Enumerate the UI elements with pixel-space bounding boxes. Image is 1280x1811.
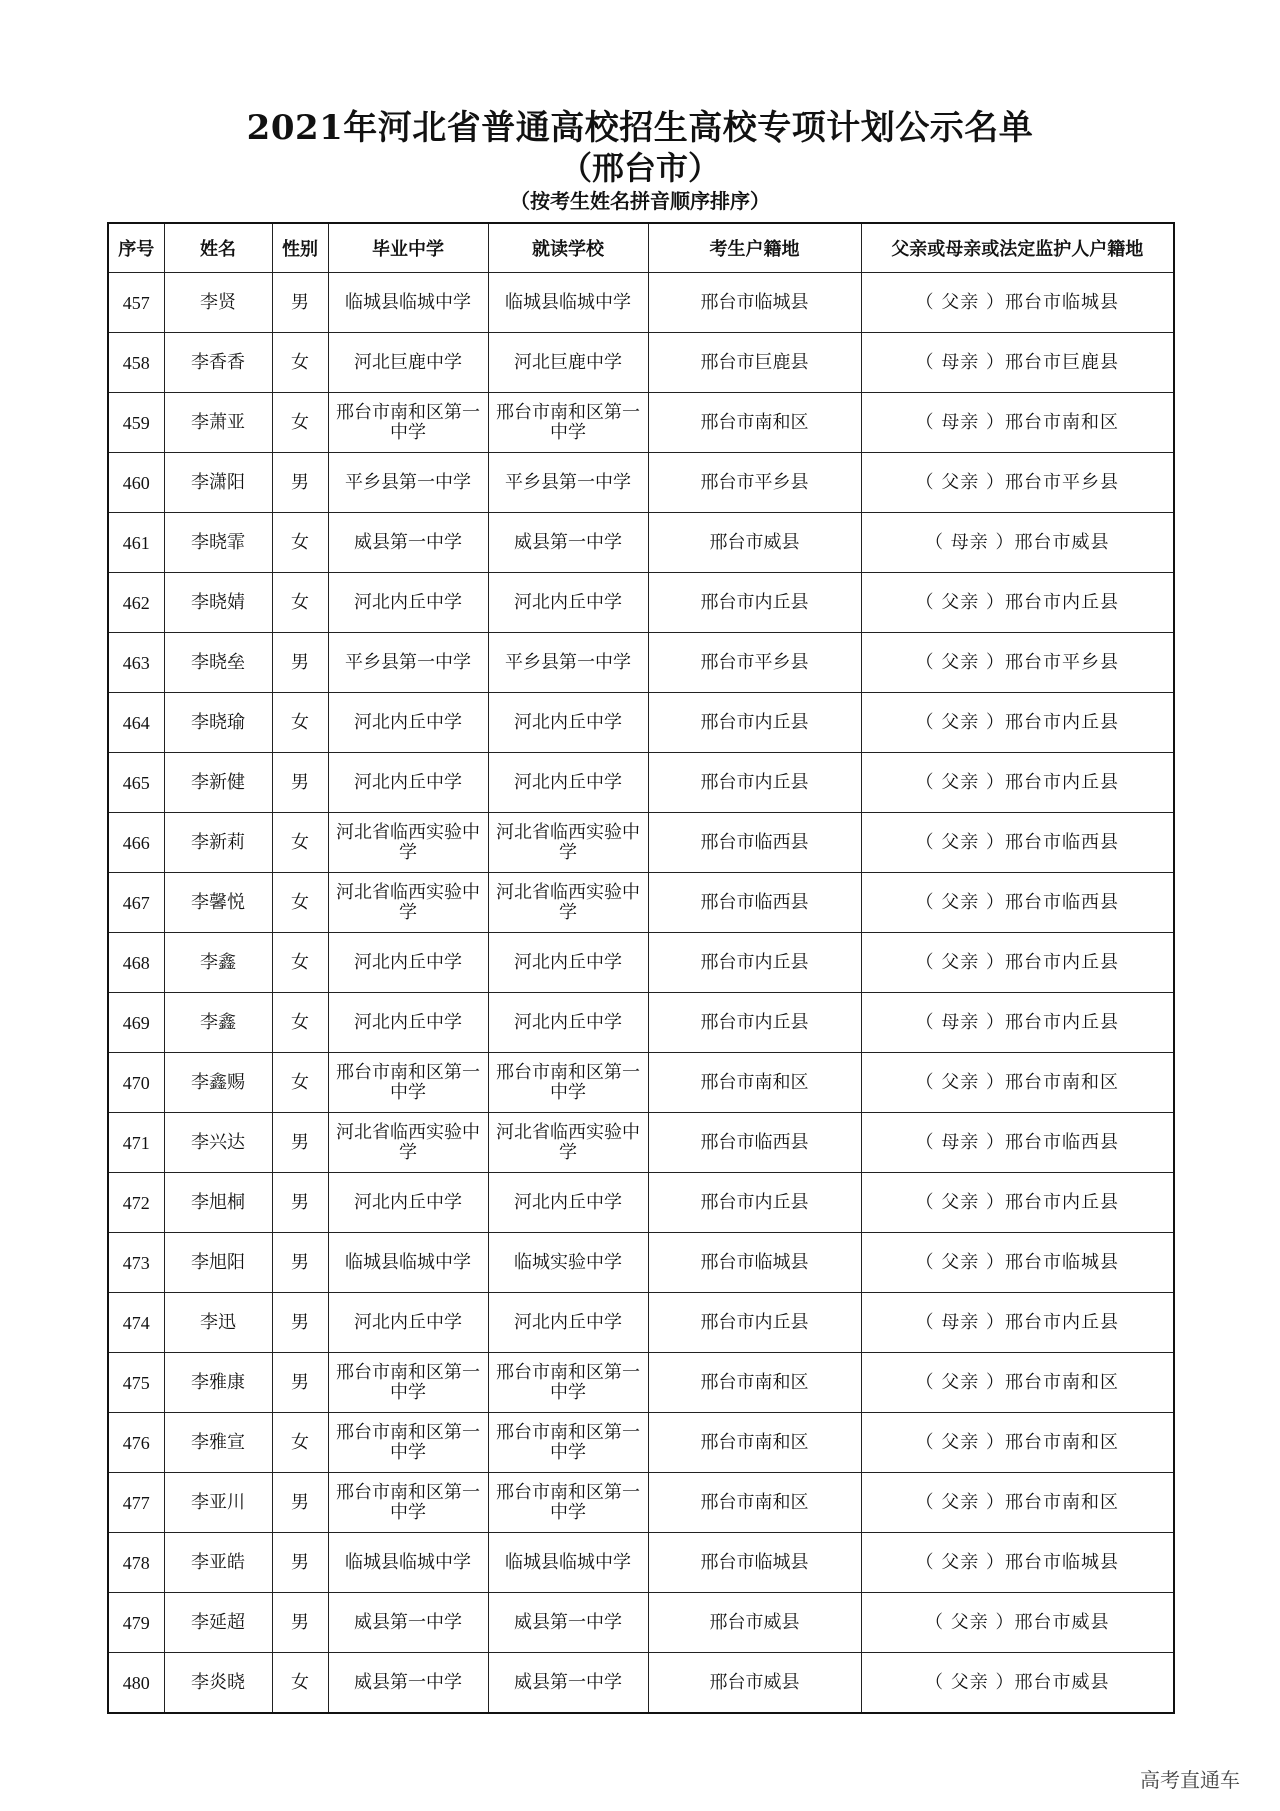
cell-student-residence: 邢台市临西县 xyxy=(648,873,861,933)
cell-current-school: 平乡县第一中学 xyxy=(488,633,648,693)
cell-gender: 男 xyxy=(272,453,328,513)
cell-guardian-residence: （ 父亲 ）邢台市内丘县 xyxy=(861,573,1174,633)
cell-name: 李晓婧 xyxy=(164,573,272,633)
cell-guardian-residence: （ 母亲 ）邢台市内丘县 xyxy=(861,993,1174,1053)
cell-graduation-school: 河北内丘中学 xyxy=(328,1293,488,1353)
cell-graduation-school: 河北省临西实验中学 xyxy=(328,1113,488,1173)
cell-graduation-school: 河北省临西实验中学 xyxy=(328,873,488,933)
sort-note: （按考生姓名拼音顺序排序） xyxy=(510,189,770,213)
cell-gender: 女 xyxy=(272,393,328,453)
cell-name: 李亚皓 xyxy=(164,1533,272,1593)
cell-guardian-residence: （ 父亲 ）邢台市内丘县 xyxy=(861,933,1174,993)
cell-gender: 女 xyxy=(272,513,328,573)
cell-graduation-school: 邢台市南和区第一中学 xyxy=(328,1473,488,1533)
table-row xyxy=(108,813,1174,873)
cell-name: 李新健 xyxy=(164,753,272,813)
cell-gender: 男 xyxy=(272,1353,328,1413)
cell-current-school: 河北内丘中学 xyxy=(488,693,648,753)
cell-index: 463 xyxy=(108,633,164,693)
cell-guardian-residence: （ 父亲 ）邢台市平乡县 xyxy=(861,453,1174,513)
cell-current-school: 威县第一中学 xyxy=(488,1653,648,1714)
cell-index: 471 xyxy=(108,1113,164,1173)
cell-student-residence: 邢台市威县 xyxy=(648,513,861,573)
cell-index: 470 xyxy=(108,1053,164,1113)
column-header-gender: 性别 xyxy=(272,223,328,273)
cell-gender: 女 xyxy=(272,693,328,753)
cell-student-residence: 邢台市平乡县 xyxy=(648,453,861,513)
cell-name: 李香香 xyxy=(164,333,272,393)
cell-gender: 男 xyxy=(272,1593,328,1653)
cell-name: 李萧亚 xyxy=(164,393,272,453)
cell-guardian-residence: （ 父亲 ）邢台市临城县 xyxy=(861,1533,1174,1593)
cell-gender: 男 xyxy=(272,1233,328,1293)
table-row xyxy=(108,1233,1174,1293)
cell-index: 462 xyxy=(108,573,164,633)
cell-student-residence: 邢台市威县 xyxy=(648,1653,861,1714)
cell-current-school: 河北巨鹿中学 xyxy=(488,333,648,393)
cell-index: 459 xyxy=(108,393,164,453)
cell-name: 李馨悦 xyxy=(164,873,272,933)
cell-current-school: 临城县临城中学 xyxy=(488,273,648,333)
table-row xyxy=(108,1473,1174,1533)
cell-current-school: 河北内丘中学 xyxy=(488,573,648,633)
table-row xyxy=(108,1413,1174,1473)
cell-index: 465 xyxy=(108,753,164,813)
cell-current-school: 河北省临西实验中学 xyxy=(488,813,648,873)
table-row xyxy=(108,333,1174,393)
cell-graduation-school: 临城县临城中学 xyxy=(328,1233,488,1293)
cell-guardian-residence: （ 父亲 ）邢台市南和区 xyxy=(861,1053,1174,1113)
cell-gender: 男 xyxy=(272,1173,328,1233)
table-row xyxy=(108,513,1174,573)
column-header-guardian-residence: 父亲或母亲或法定监护人户籍地 xyxy=(861,223,1174,273)
cell-gender: 男 xyxy=(272,1293,328,1353)
cell-index: 474 xyxy=(108,1293,164,1353)
cell-student-residence: 邢台市临城县 xyxy=(648,273,861,333)
table-row xyxy=(108,633,1174,693)
cell-guardian-residence: （ 母亲 ）邢台市内丘县 xyxy=(861,1293,1174,1353)
cell-gender: 女 xyxy=(272,933,328,993)
cell-gender: 女 xyxy=(272,993,328,1053)
cell-current-school: 河北内丘中学 xyxy=(488,993,648,1053)
cell-guardian-residence: （ 父亲 ）邢台市平乡县 xyxy=(861,633,1174,693)
cell-name: 李鑫 xyxy=(164,933,272,993)
cell-guardian-residence: （ 母亲 ）邢台市临西县 xyxy=(861,1113,1174,1173)
cell-current-school: 威县第一中学 xyxy=(488,1593,648,1653)
cell-graduation-school: 邢台市南和区第一中学 xyxy=(328,393,488,453)
cell-graduation-school: 平乡县第一中学 xyxy=(328,633,488,693)
cell-guardian-residence: （ 母亲 ）邢台市南和区 xyxy=(861,393,1174,453)
cell-name: 李晓瑜 xyxy=(164,693,272,753)
cell-gender: 女 xyxy=(272,1413,328,1473)
table-row xyxy=(108,1053,1174,1113)
cell-gender: 女 xyxy=(272,1653,328,1714)
cell-graduation-school: 河北省临西实验中学 xyxy=(328,813,488,873)
cell-index: 475 xyxy=(108,1353,164,1413)
column-header-name: 姓名 xyxy=(164,223,272,273)
cell-name: 李兴达 xyxy=(164,1113,272,1173)
roster-table xyxy=(107,222,1175,1714)
cell-gender: 女 xyxy=(272,873,328,933)
cell-guardian-residence: （ 母亲 ）邢台市威县 xyxy=(861,513,1174,573)
cell-student-residence: 邢台市临城县 xyxy=(648,1533,861,1593)
cell-graduation-school: 威县第一中学 xyxy=(328,1593,488,1653)
cell-name: 李雅宣 xyxy=(164,1413,272,1473)
table-row xyxy=(108,993,1174,1053)
cell-gender: 男 xyxy=(272,273,328,333)
cell-gender: 男 xyxy=(272,633,328,693)
cell-name: 李鑫 xyxy=(164,993,272,1053)
cell-gender: 男 xyxy=(272,1113,328,1173)
cell-gender: 女 xyxy=(272,813,328,873)
city-subtitle: （邢台市） xyxy=(559,149,720,187)
cell-graduation-school: 临城县临城中学 xyxy=(328,1533,488,1593)
table-row xyxy=(108,1533,1174,1593)
cell-guardian-residence: （ 母亲 ）邢台市巨鹿县 xyxy=(861,333,1174,393)
cell-name: 李雅康 xyxy=(164,1353,272,1413)
cell-gender: 女 xyxy=(272,573,328,633)
cell-current-school: 河北内丘中学 xyxy=(488,933,648,993)
cell-guardian-residence: （ 父亲 ）邢台市南和区 xyxy=(861,1473,1174,1533)
cell-index: 468 xyxy=(108,933,164,993)
table-row xyxy=(108,1293,1174,1353)
cell-guardian-residence: （ 父亲 ）邢台市内丘县 xyxy=(861,753,1174,813)
cell-name: 李鑫赐 xyxy=(164,1053,272,1113)
table-row xyxy=(108,1173,1174,1233)
cell-guardian-residence: （ 父亲 ）邢台市临西县 xyxy=(861,813,1174,873)
cell-student-residence: 邢台市威县 xyxy=(648,1593,861,1653)
cell-graduation-school: 临城县临城中学 xyxy=(328,273,488,333)
cell-student-residence: 邢台市内丘县 xyxy=(648,753,861,813)
cell-gender: 男 xyxy=(272,1473,328,1533)
table-row xyxy=(108,1113,1174,1173)
cell-student-residence: 邢台市巨鹿县 xyxy=(648,333,861,393)
cell-index: 479 xyxy=(108,1593,164,1653)
table-row xyxy=(108,1353,1174,1413)
cell-index: 478 xyxy=(108,1533,164,1593)
table-row xyxy=(108,753,1174,813)
cell-student-residence: 邢台市南和区 xyxy=(648,1053,861,1113)
cell-index: 480 xyxy=(108,1653,164,1714)
cell-graduation-school: 平乡县第一中学 xyxy=(328,453,488,513)
cell-current-school: 河北省临西实验中学 xyxy=(488,873,648,933)
cell-current-school: 临城实验中学 xyxy=(488,1233,648,1293)
column-header-index: 序号 xyxy=(108,223,164,273)
cell-current-school: 邢台市南和区第一中学 xyxy=(488,393,648,453)
cell-name: 李旭阳 xyxy=(164,1233,272,1293)
cell-guardian-residence: （ 父亲 ）邢台市南和区 xyxy=(861,1353,1174,1413)
cell-guardian-residence: （ 父亲 ）邢台市临城县 xyxy=(861,1233,1174,1293)
cell-current-school: 平乡县第一中学 xyxy=(488,453,648,513)
table-row xyxy=(108,573,1174,633)
cell-graduation-school: 邢台市南和区第一中学 xyxy=(328,1053,488,1113)
cell-student-residence: 邢台市内丘县 xyxy=(648,933,861,993)
table-row xyxy=(108,933,1174,993)
cell-graduation-school: 邢台市南和区第一中学 xyxy=(328,1353,488,1413)
cell-guardian-residence: （ 父亲 ）邢台市内丘县 xyxy=(861,1173,1174,1233)
cell-name: 李亚川 xyxy=(164,1473,272,1533)
cell-graduation-school: 河北内丘中学 xyxy=(328,753,488,813)
cell-index: 469 xyxy=(108,993,164,1053)
cell-current-school: 临城县临城中学 xyxy=(488,1533,648,1593)
cell-graduation-school: 河北内丘中学 xyxy=(328,993,488,1053)
cell-guardian-residence: （ 父亲 ）邢台市威县 xyxy=(861,1653,1174,1714)
cell-current-school: 邢台市南和区第一中学 xyxy=(488,1473,648,1533)
cell-graduation-school: 河北内丘中学 xyxy=(328,693,488,753)
cell-gender: 男 xyxy=(272,753,328,813)
cell-student-residence: 邢台市南和区 xyxy=(648,1473,861,1533)
table-row xyxy=(108,693,1174,753)
cell-gender: 男 xyxy=(272,1533,328,1593)
column-header-current-school: 就读学校 xyxy=(488,223,648,273)
cell-graduation-school: 河北内丘中学 xyxy=(328,573,488,633)
cell-current-school: 邢台市南和区第一中学 xyxy=(488,1053,648,1113)
cell-name: 李潇阳 xyxy=(164,453,272,513)
cell-gender: 女 xyxy=(272,333,328,393)
cell-student-residence: 邢台市内丘县 xyxy=(648,993,861,1053)
cell-current-school: 邢台市南和区第一中学 xyxy=(488,1413,648,1473)
cell-name: 李炎晓 xyxy=(164,1653,272,1714)
cell-guardian-residence: （ 父亲 ）邢台市临城县 xyxy=(861,273,1174,333)
cell-student-residence: 邢台市南和区 xyxy=(648,1413,861,1473)
cell-student-residence: 邢台市内丘县 xyxy=(648,1173,861,1233)
cell-student-residence: 邢台市内丘县 xyxy=(648,693,861,753)
cell-name: 李晓霏 xyxy=(164,513,272,573)
cell-guardian-residence: （ 父亲 ）邢台市威县 xyxy=(861,1593,1174,1653)
cell-graduation-school: 威县第一中学 xyxy=(328,513,488,573)
cell-gender: 女 xyxy=(272,1053,328,1113)
cell-graduation-school: 威县第一中学 xyxy=(328,1653,488,1714)
watermark: 高考直通车 xyxy=(1140,1768,1240,1792)
cell-name: 李旭桐 xyxy=(164,1173,272,1233)
cell-index: 467 xyxy=(108,873,164,933)
cell-student-residence: 邢台市临西县 xyxy=(648,813,861,873)
column-header-student-residence: 考生户籍地 xyxy=(648,223,861,273)
cell-current-school: 河北省临西实验中学 xyxy=(488,1113,648,1173)
cell-index: 476 xyxy=(108,1413,164,1473)
cell-current-school: 邢台市南和区第一中学 xyxy=(488,1353,648,1413)
header-row xyxy=(108,223,1174,273)
cell-student-residence: 邢台市临西县 xyxy=(648,1113,861,1173)
table-row xyxy=(108,873,1174,933)
cell-student-residence: 邢台市内丘县 xyxy=(648,1293,861,1353)
cell-index: 473 xyxy=(108,1233,164,1293)
table-row xyxy=(108,1653,1174,1714)
cell-index: 457 xyxy=(108,273,164,333)
cell-index: 477 xyxy=(108,1473,164,1533)
cell-student-residence: 邢台市南和区 xyxy=(648,393,861,453)
cell-current-school: 河北内丘中学 xyxy=(488,753,648,813)
cell-index: 466 xyxy=(108,813,164,873)
table-row xyxy=(108,1593,1174,1653)
cell-name: 李延超 xyxy=(164,1593,272,1653)
cell-graduation-school: 河北内丘中学 xyxy=(328,1173,488,1233)
cell-name: 李迅 xyxy=(164,1293,272,1353)
cell-student-residence: 邢台市南和区 xyxy=(648,1353,861,1413)
cell-graduation-school: 河北内丘中学 xyxy=(328,933,488,993)
cell-student-residence: 邢台市临城县 xyxy=(648,1233,861,1293)
cell-current-school: 河北内丘中学 xyxy=(488,1173,648,1233)
column-header-graduation-school: 毕业中学 xyxy=(328,223,488,273)
cell-student-residence: 邢台市平乡县 xyxy=(648,633,861,693)
table-row xyxy=(108,393,1174,453)
cell-student-residence: 邢台市内丘县 xyxy=(648,573,861,633)
cell-name: 李新莉 xyxy=(164,813,272,873)
cell-index: 472 xyxy=(108,1173,164,1233)
roster-body xyxy=(108,273,1174,1714)
cell-index: 461 xyxy=(108,513,164,573)
cell-guardian-residence: （ 父亲 ）邢台市临西县 xyxy=(861,873,1174,933)
cell-current-school: 河北内丘中学 xyxy=(488,1293,648,1353)
cell-index: 458 xyxy=(108,333,164,393)
cell-guardian-residence: （ 父亲 ）邢台市南和区 xyxy=(861,1413,1174,1473)
cell-guardian-residence: （ 父亲 ）邢台市内丘县 xyxy=(861,693,1174,753)
cell-graduation-school: 河北巨鹿中学 xyxy=(328,333,488,393)
cell-graduation-school: 邢台市南和区第一中学 xyxy=(328,1413,488,1473)
cell-current-school: 威县第一中学 xyxy=(488,513,648,573)
cell-index: 460 xyxy=(108,453,164,513)
page-title: 2021年河北省普通高校招生高校专项计划公示名单 xyxy=(246,108,1034,148)
cell-name: 李晓垒 xyxy=(164,633,272,693)
table-row xyxy=(108,273,1174,333)
cell-name: 李贤 xyxy=(164,273,272,333)
cell-index: 464 xyxy=(108,693,164,753)
table-row xyxy=(108,453,1174,513)
